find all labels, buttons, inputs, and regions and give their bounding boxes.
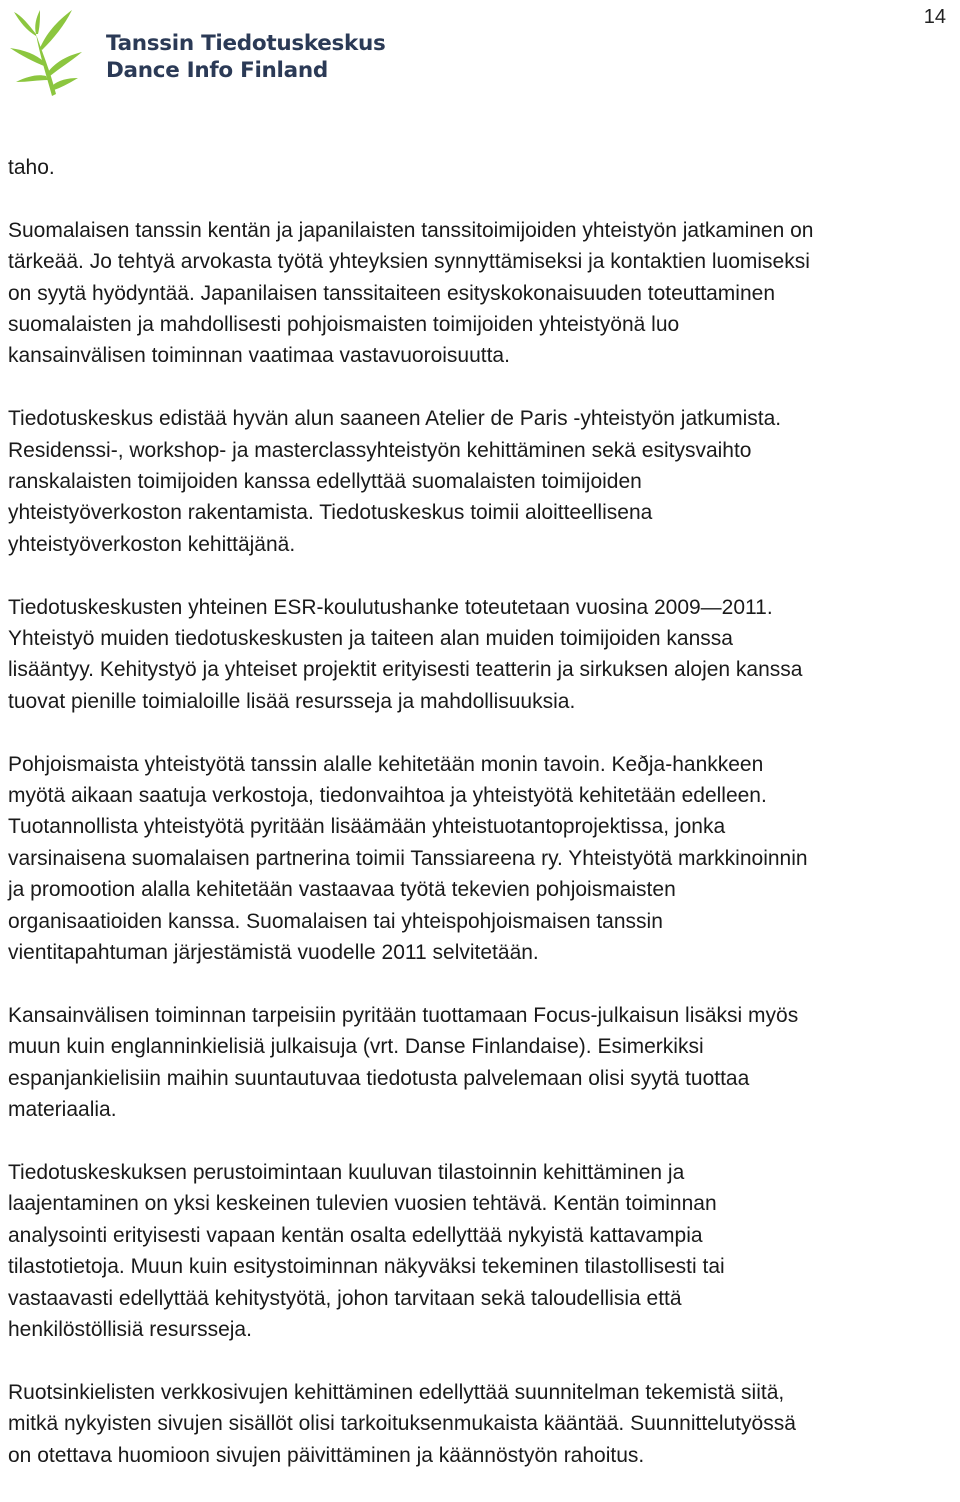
- logo-line-finnish: Tanssin Tiedotuskeskus: [106, 31, 386, 56]
- paragraph-8: Ruotsinkielisten verkkosivujen kehittäminen edellyttää suunnitelman tekemistä siitä, mitkä nykyisten sivujen sisällöt olisi tarkoituksenmukaista kääntää. Suunnittelutyössä on otettava huomioon sivujen päivittäminen ja käännöstyön rahoitus.: [8, 1380, 796, 1467]
- paragraph-1: taho.: [8, 156, 55, 179]
- logo-line-english: Dance Info Finland: [106, 58, 328, 83]
- paragraph-2: Suomalaisen tanssin kentän ja japanilaisten tanssitoimijoiden yhteistyön jatkaminen on tärkeää. Jo tehtyä arvokasta työtä yhteyksien synnyttämiseksi ja kontaktien luomiseksi on syytä hyödyntää. Japanilaisen tanssitaiteen esityskokonaisuuden toteuttaminen suomalaisten ja mahdollisesti pohjoismaisten toimijoiden yhteistyönä luo kansainvälisen toiminnan vaatimaa vastavuoroisuutta.: [8, 218, 814, 368]
- document-body: [8, 152, 948, 1502]
- paragraph-4: Tiedotuskeskusten yhteinen ESR-koulutushanke toteutetaan vuosina 2009—2011. Yhteistyö muiden tiedotuskeskusten ja taiteen alan muiden toimijoiden kanssa lisääntyy. Kehitystyö ja yhteiset projektit erityisesti teatterin ja sirkuksen alojen kanssa tuovat pienille toimialoille lisää resursseja ja mahdollisuuksia.: [8, 595, 803, 713]
- organization-logo: [6, 4, 406, 100]
- page-number: 14: [923, 6, 946, 28]
- green-leaf-sprig-icon: [6, 4, 102, 100]
- paragraph-3: Tiedotuskeskus edistää hyvän alun saaneen Atelier de Paris -yhteistyön jatkumista. Residenssi-, workshop- ja masterclassyhteistyön kehittäminen sekä esitysvaihto ranskalaisten toimijoiden kanssa edellyttää suomalaisten toimijoiden yhteistyöverkoston rakentamista. Tiedotuskeskus toimii aloitteellisena yhteistyöverkoston kehittäjänä.: [8, 407, 782, 556]
- paragraph-7: Tiedotuskeskuksen perustoimintaan kuuluvan tilastoinnin kehittäminen ja laajentaminen on yksi keskeinen tulevien vuosien tehtävä. Kentän toiminnan analysointi erityisesti vapaan kentän osalta edellyttää nykyistä kattavampia tilastotietoja. Muun kuin esitystoiminnan näkyväksi tekeminen tilastollisesti tai vastaavasti edellyttää kehitystyötä, johon tarvitaan sekä taloudellisia että henkilöstöllisiä resursseja.: [8, 1160, 725, 1341]
- logo-wordmark: [106, 30, 386, 84]
- paragraph-6: Kansainvälisen toiminnan tarpeisiin pyritään tuottamaan Focus-julkaisun lisäksi myös muun kuin englanninkielisiä julkaisuja (vrt. Danse Finlandaise). Esimerkiksi espanjankielisiin maihin suuntautuvaa tiedotusta palvelemaan olisi syytä tuottaa materiaalia.: [8, 1003, 799, 1122]
- paragraph-5: Pohjoismaista yhteistyötä tanssin alalle kehitetään monin tavoin. Keðja-hankkeen myötä aikaan saatuja verkostoja, tiedonvaihtoa ja yhteistyötä kehitetään edelleen. Tuotannollista yhteistyötä pyritään lisäämään yhteistuotantoprojektissa, jonka varsinaisena suomalaisen partnerina toimii Tanssiareena ry. Yhteistyötä markkinoinnin ja promootion alalla kehitetään vastaavaa työtä tekevien pohjoismaisten organisaatioiden kanssa. Suomalaisen tai yhteispohjoismaisen tanssin vientitapahtuman järjestämistä vuodelle 2011 selvitetään.: [8, 752, 808, 965]
